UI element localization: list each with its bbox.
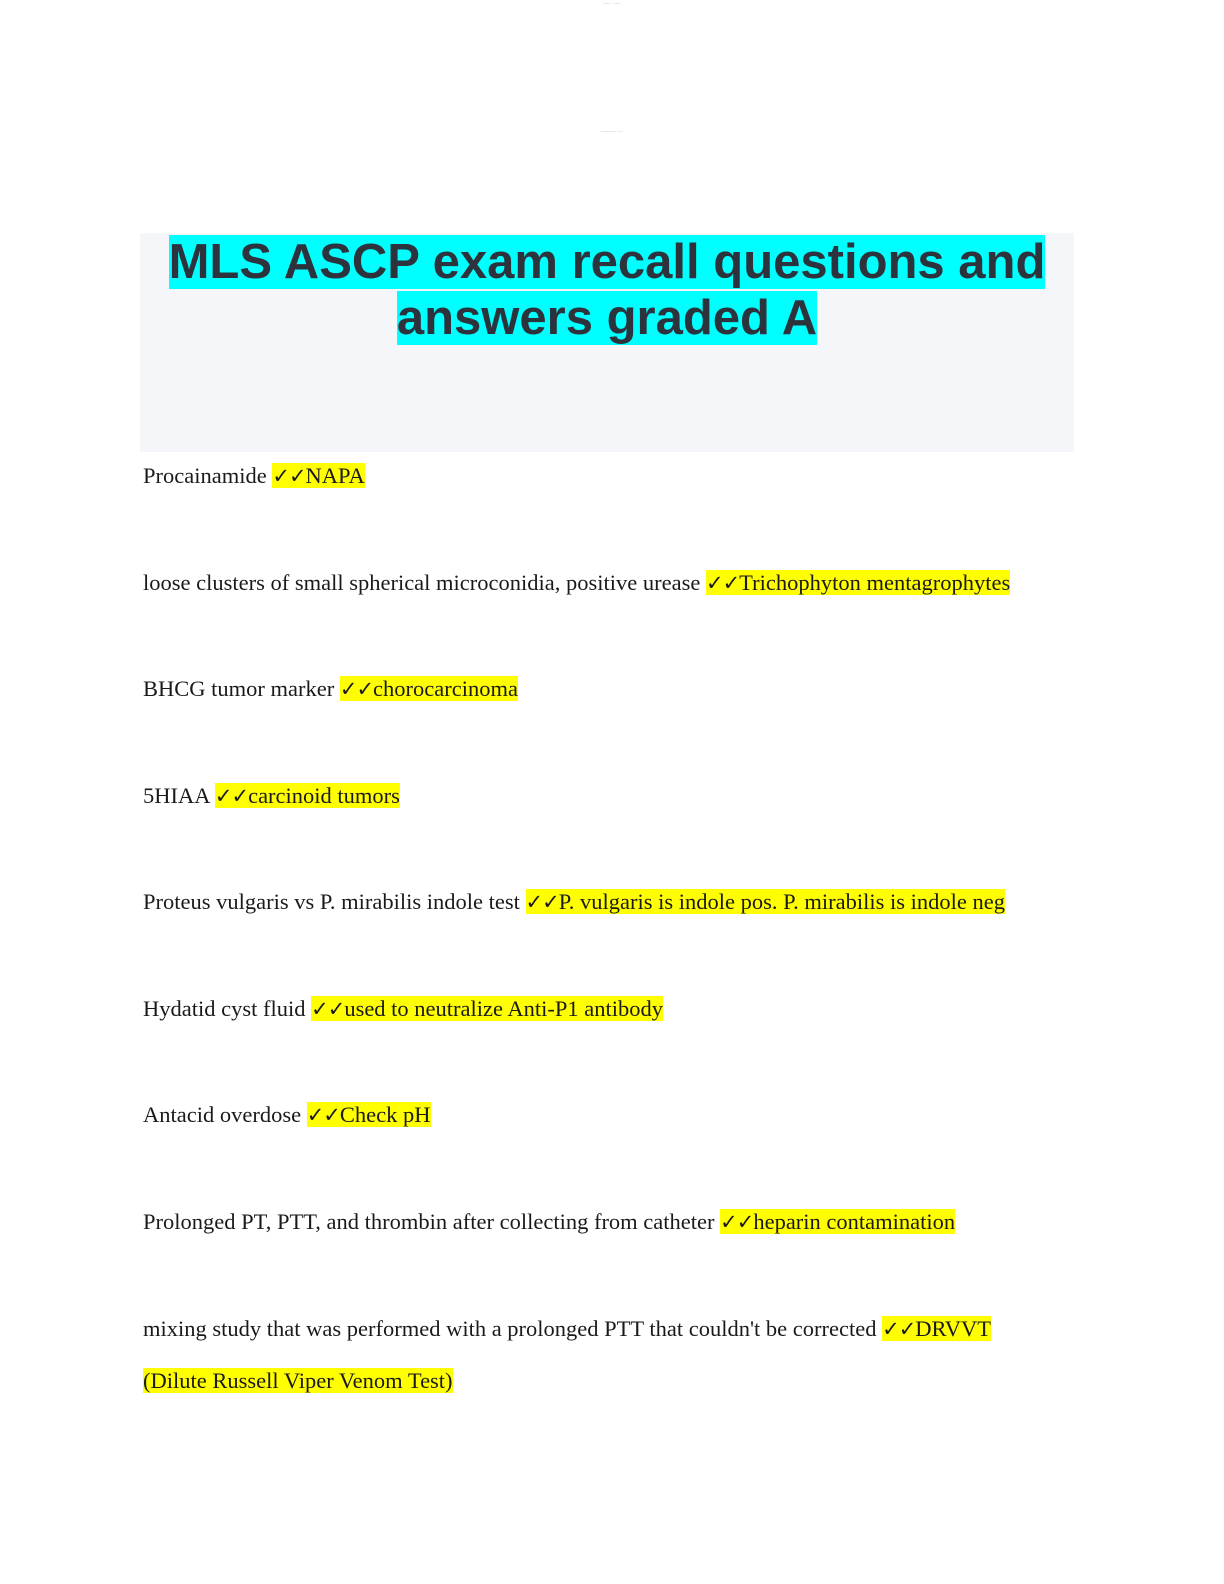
- qa-item-2: [143, 557, 1073, 609]
- qa-item-4: [143, 770, 1073, 822]
- title-block: [140, 233, 1074, 452]
- answer-highlight: [215, 783, 400, 808]
- qa-item-6: [143, 983, 1073, 1035]
- qa-item-9: [143, 1303, 1073, 1406]
- title-line-2: answers graded A: [396, 291, 818, 345]
- answer-text: P. vulgaris is indole pos. P. mirabilis is indole neg: [558, 889, 1005, 914]
- check-icon: ✓✓: [705, 571, 740, 595]
- answer-highlight: [272, 463, 364, 488]
- answer-text: heparin contamination: [753, 1209, 956, 1234]
- question-text: Proteus vulgaris vs P. mirabilis indole test: [143, 889, 520, 914]
- qa-item-3: [143, 663, 1073, 715]
- answer-highlight: [311, 996, 663, 1021]
- header-mark-mid: -------- ---: [601, 128, 623, 133]
- header-mark-top: ----- ----: [602, 0, 622, 5]
- answer-continuation: (Dilute Russell Viper Venom Test): [143, 1368, 453, 1393]
- answer-highlight: [882, 1316, 991, 1341]
- check-icon: ✓✓: [882, 1317, 916, 1341]
- answer-text: chorocarcinoma: [373, 676, 518, 701]
- answer-highlight: [706, 570, 1010, 595]
- question-text: loose clusters of small spherical microconidia, positive urease: [143, 570, 701, 595]
- question-text: 5HIAA: [143, 783, 210, 808]
- qa-item-1: [143, 450, 1073, 502]
- answer-text: NAPA: [305, 463, 365, 488]
- qa-item-5: [143, 876, 1073, 928]
- qa-item-8: [143, 1196, 1073, 1248]
- check-icon: ✓✓: [525, 890, 559, 914]
- check-icon: ✓✓: [339, 677, 374, 701]
- answer-highlight: [307, 1102, 431, 1127]
- question-text: Prolonged PT, PTT, and thrombin after collecting from catheter: [143, 1209, 715, 1234]
- answer-highlight: [720, 1209, 955, 1234]
- qa-item-7: [143, 1089, 1073, 1141]
- answer-text: used to neutralize Anti-P1 antibody: [344, 996, 664, 1021]
- check-icon: ✓✓: [720, 1210, 754, 1234]
- title-line-1: MLS ASCP exam recall questions and: [168, 235, 1046, 289]
- answer-text: carcinoid tumors: [248, 783, 400, 808]
- answer-text: Trichophyton mentagrophytes: [739, 570, 1011, 595]
- question-text: Antacid overdose: [143, 1102, 302, 1127]
- check-icon: ✓✓: [272, 464, 306, 488]
- check-icon: ✓✓: [306, 1103, 340, 1127]
- question-text: mixing study that was performed with a prolonged PTT that couldn't be corrected: [143, 1316, 877, 1341]
- answer-highlight: [340, 676, 518, 701]
- check-icon: ✓✓: [311, 997, 345, 1021]
- question-text: BHCG tumor marker: [143, 676, 335, 701]
- check-icon: ✓✓: [214, 784, 249, 808]
- answer-text: Check pH: [339, 1102, 431, 1127]
- question-text: Hydatid cyst fluid: [143, 996, 306, 1021]
- answer-highlight: [526, 889, 1005, 914]
- question-text: Procainamide: [143, 463, 267, 488]
- answer-text: DRVVT: [915, 1316, 991, 1341]
- page-title: [140, 233, 1074, 346]
